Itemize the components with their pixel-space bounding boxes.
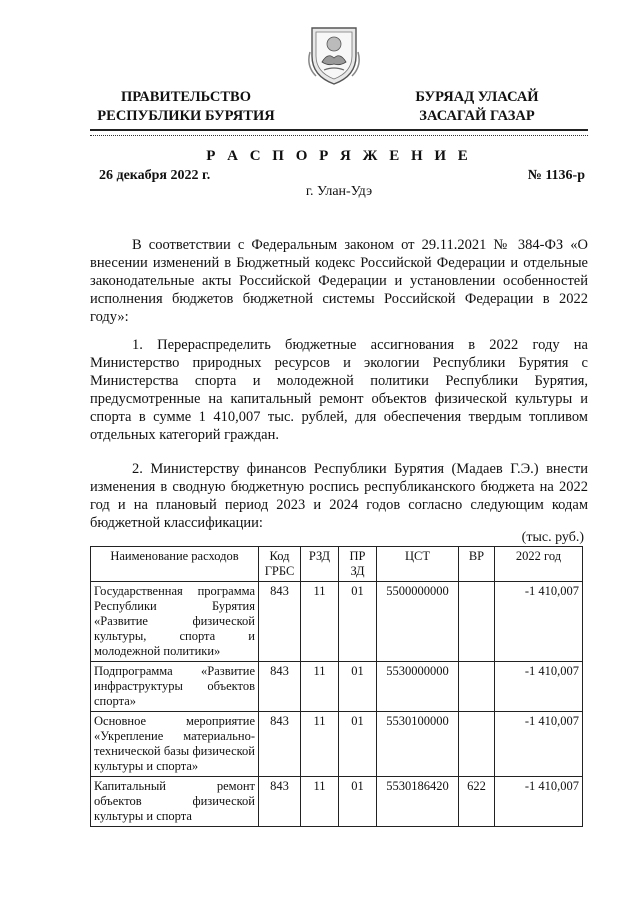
row-name: Государственная программа Республики Бурятия «Развитие физической культуры, спорта и молодежной политики» — [91, 582, 259, 662]
document-type-title: Р А С П О Р Я Ж Е Н И Е — [206, 148, 472, 164]
row-grbs: 843 — [259, 777, 301, 827]
header-przd: ПР ЗД — [339, 547, 377, 582]
row-name: Основное мероприятие «Укрепление материально-технической базы физической культуры и спорта» — [91, 712, 259, 777]
gov-left-line1: ПРАВИТЕЛЬСТВО — [121, 89, 251, 105]
government-name-buryat — [382, 88, 572, 126]
table-header-row — [91, 547, 583, 582]
row-name: Подпрограмма «Развитие инфраструктуры объектов спорта» — [91, 662, 259, 712]
row-cst: 5500000000 — [377, 582, 459, 662]
header-cst: ЦСТ — [377, 547, 459, 582]
table-units-label: (тыс. руб.) — [521, 530, 584, 545]
header-year: 2022 год — [495, 547, 583, 582]
document-date: 26 декабря 2022 г. — [99, 168, 211, 183]
row-name: Капитальный ремонт объектов физической культуры и спорта — [91, 777, 259, 827]
row-grbs: 843 — [259, 582, 301, 662]
row-amount: -1 410,007 — [495, 777, 583, 827]
row-vr — [459, 662, 495, 712]
row-cst: 5530100000 — [377, 712, 459, 777]
budget-classification-table — [90, 546, 583, 827]
table-row — [91, 662, 583, 712]
government-name-russian — [86, 88, 286, 126]
document-city: г. Улан-Удэ — [305, 184, 373, 199]
row-vr: 622 — [459, 777, 495, 827]
row-cst: 5530186420 — [377, 777, 459, 827]
gov-left-line2: РЕСПУБЛИКИ БУРЯТИЯ — [97, 108, 275, 124]
header-grbs: Код ГРБС — [259, 547, 301, 582]
row-grbs: 843 — [259, 662, 301, 712]
row-vr — [459, 712, 495, 777]
header-vr: ВР — [459, 547, 495, 582]
header-rule-solid — [90, 129, 588, 131]
row-przd: 01 — [339, 777, 377, 827]
row-przd: 01 — [339, 662, 377, 712]
row-rzd: 11 — [301, 712, 339, 777]
table-row — [91, 582, 583, 662]
row-przd: 01 — [339, 712, 377, 777]
row-przd: 01 — [339, 582, 377, 662]
header-rzd: РЗД — [301, 547, 339, 582]
coat-of-arms-emblem — [306, 22, 362, 86]
row-amount: -1 410,007 — [495, 712, 583, 777]
paragraph-item-1: 1. Перераспределить бюджетные ассигнования в 2022 году на Министерство природных ресурсов и экологии Республики Бурятия с Министерства спорта и молодежной политики Республики Бурятия, предусмотренные на капитальный ремонт объектов физической культуры и спорта в сумме 1 410,007 тыс. рублей, для обеспечения твердым топливом отдельных категорий граждан. — [90, 337, 588, 443]
paragraph-preamble: В соответствии с Федеральным законом от 29.11.2021 № 384-ФЗ «О внесении изменений в Бюджетный кодекс Российской Федерации и отдельные законодательные акты Российской Федерации и установлении особенностей исполнения бюджетов бюджетной системы Российской Федерации в 2022 году»: — [90, 237, 588, 325]
row-amount: -1 410,007 — [495, 582, 583, 662]
row-rzd: 11 — [301, 777, 339, 827]
paragraph-item-2: 2. Министерству финансов Республики Бурятия (Мадаев Г.Э.) внести изменения в сводную бюджетную роспись республиканского бюджета на 2022 год и на плановый период 2023 и 2024 годов согласно следующим кодам бюджетной классификации: — [90, 461, 588, 531]
row-grbs: 843 — [259, 712, 301, 777]
row-rzd: 11 — [301, 582, 339, 662]
header-rule-dotted — [90, 135, 588, 136]
header-name: Наименование расходов — [91, 547, 259, 582]
row-vr — [459, 582, 495, 662]
gov-right-line1: БУРЯАД УЛАСАЙ — [415, 89, 539, 105]
row-amount: -1 410,007 — [495, 662, 583, 712]
row-rzd: 11 — [301, 662, 339, 712]
gov-right-line2: ЗАСАГАЙ ГАЗАР — [419, 108, 535, 124]
table-row — [91, 712, 583, 777]
table-row — [91, 777, 583, 827]
document-number: № 1136-р — [527, 168, 585, 183]
row-cst: 5530000000 — [377, 662, 459, 712]
